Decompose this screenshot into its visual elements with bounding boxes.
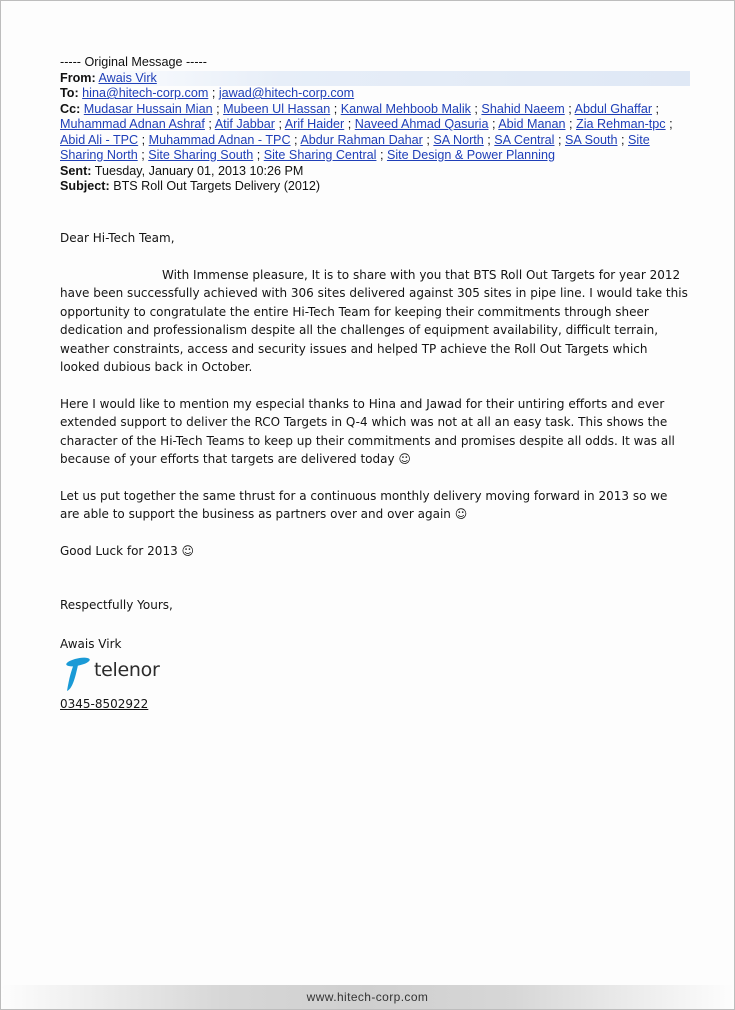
body-paragraph-text: With Immense pleasure, It is to share with you that BTS Roll Out Targets for year 2012 have been successfully achieved with 306 sites delivered against 305 sites in pipe line. I would take this opportunity to congratulate the entire Hi-Tech Team for keeping their commitments through sheer dedication and professionalism despite all the challenges of equipment availability, difficult terrain, weather constraints, access and security issues and helped TP achieve the Roll Out Targets which looked dubious back in October. xyxy=(60,267,688,374)
subject-text: BTS Roll Out Targets Delivery (2012) xyxy=(113,179,321,193)
letter-body xyxy=(60,229,690,714)
cc-recipient-link[interactable]: Kanwal Mehboob Malik xyxy=(340,101,471,116)
cc-recipient-link[interactable]: SA North xyxy=(433,132,484,147)
phone-number-link[interactable]: 0345-8502922 xyxy=(60,697,149,711)
cc-recipient-link[interactable]: Site Sharing Central xyxy=(263,148,377,162)
from-label: From: xyxy=(60,70,96,85)
telenor-logo-text: telenor xyxy=(94,659,160,681)
body-paragraph: Let us put together the same thrust for a continuous monthly delivery moving forward in 2013 so we are able to support the business as partners over and over again ☺ xyxy=(60,488,668,521)
to-line: To: hina@hitech-corp.com ; jawad@hitech-corp.com xyxy=(60,86,355,100)
cc-recipient-link[interactable]: Site Design & Power Planning xyxy=(386,148,555,162)
footer-bar xyxy=(1,985,734,1009)
cc-recipient-link[interactable]: Site Sharing North xyxy=(60,132,650,162)
cc-recipient-link[interactable]: Abdur Rahman Dahar xyxy=(300,132,423,147)
paragraph-indent xyxy=(60,268,162,282)
cc-recipient-link[interactable]: Abid Ali - TPC xyxy=(60,132,139,147)
subject-line xyxy=(60,179,690,195)
cc-line: Cc: Mudasar Hussain Mian ; Mubeen Ul Hassan ; Kanwal Mehboob Malik ; Shahid Naeem ; Abdul Ghaffar ; Muhammad Adnan Ashraf ; Atif Jabbar ; Arif Haider ; Naveed Ahmad Qasuria ; Abid Manan ; Zia Rehman-tpc ; Abid Ali - TPC ; Muhammad Adnan - TPC ; Abdur Rahman Dahar ; SA North ; SA Central ; SA South ; Site Sharing North ; Site Sharing South ; Site Sharing Central ; Site Design & Power Planning xyxy=(60,101,673,162)
cc-recipient-link[interactable]: Muhammad Adnan - TPC xyxy=(148,132,291,147)
telenor-logo xyxy=(60,655,170,693)
footer-website-url: www.hitech-corp.com xyxy=(306,990,429,1004)
to-label: To: xyxy=(60,86,79,100)
cc-recipient-link[interactable]: Shahid Naeem xyxy=(481,101,565,116)
telenor-propeller-icon xyxy=(60,655,94,693)
cc-recipient-link[interactable]: Abid Manan xyxy=(498,117,566,131)
from-line xyxy=(60,71,690,87)
cc-recipient-link[interactable]: Naveed Ahmad Qasuria xyxy=(354,117,489,131)
original-message-line: ----- Original Message ----- xyxy=(60,55,207,69)
body-paragraph xyxy=(60,266,690,377)
to-recipient-link[interactable]: hina@hitech-corp.com xyxy=(82,86,209,100)
to-recipient-link[interactable]: jawad@hitech-corp.com xyxy=(218,86,355,100)
cc-recipient-link[interactable]: Atif Jabbar xyxy=(214,117,275,131)
cc-label: Cc: xyxy=(60,101,81,116)
sent-label: Sent: xyxy=(60,163,92,178)
sent-line xyxy=(60,164,690,180)
cc-recipient-link[interactable]: Arif Haider xyxy=(284,117,345,131)
subject-label: Subject: xyxy=(60,179,110,193)
body-paragraph: Here I would like to mention my especial thanks to Hina and Jawad for their untiring efforts and ever extended support to deliver the RCO Targets in Q-4 which was not at all an easy task. This shows the character of the Hi-Tech Teams to keep up their commitments and promises despite all odds. It was all because of your efforts that targets are delivered today ☺ xyxy=(60,396,675,466)
cc-recipient-link[interactable]: Abdul Ghaffar xyxy=(574,101,653,116)
cc-recipient-link[interactable]: Mubeen Ul Hassan xyxy=(223,101,331,116)
signature-block xyxy=(60,596,690,714)
cc-recipient-link[interactable]: Zia Rehman-tpc xyxy=(576,117,666,131)
cc-recipient-link[interactable]: SA Central xyxy=(494,132,555,147)
cc-recipient-link[interactable]: SA South xyxy=(564,132,618,147)
greeting: Dear Hi-Tech Team, xyxy=(60,231,175,245)
sent-datetime: Tuesday, January 01, 2013 10:26 PM xyxy=(94,163,304,178)
cc-recipient-link[interactable]: Site Sharing South xyxy=(148,148,254,162)
cc-recipient-link[interactable]: Mudasar Hussain Mian xyxy=(83,101,213,116)
closing-line: Respectfully Yours, xyxy=(60,598,173,612)
cc-recipient-link[interactable]: Muhammad Adnan Ashraf xyxy=(60,117,205,131)
body-paragraph: Good Luck for 2013 ☺ xyxy=(60,543,195,558)
email-header xyxy=(60,55,690,195)
from-sender-link[interactable]: Awais Virk xyxy=(98,70,157,85)
signer-name: Awais Virk xyxy=(60,636,122,651)
